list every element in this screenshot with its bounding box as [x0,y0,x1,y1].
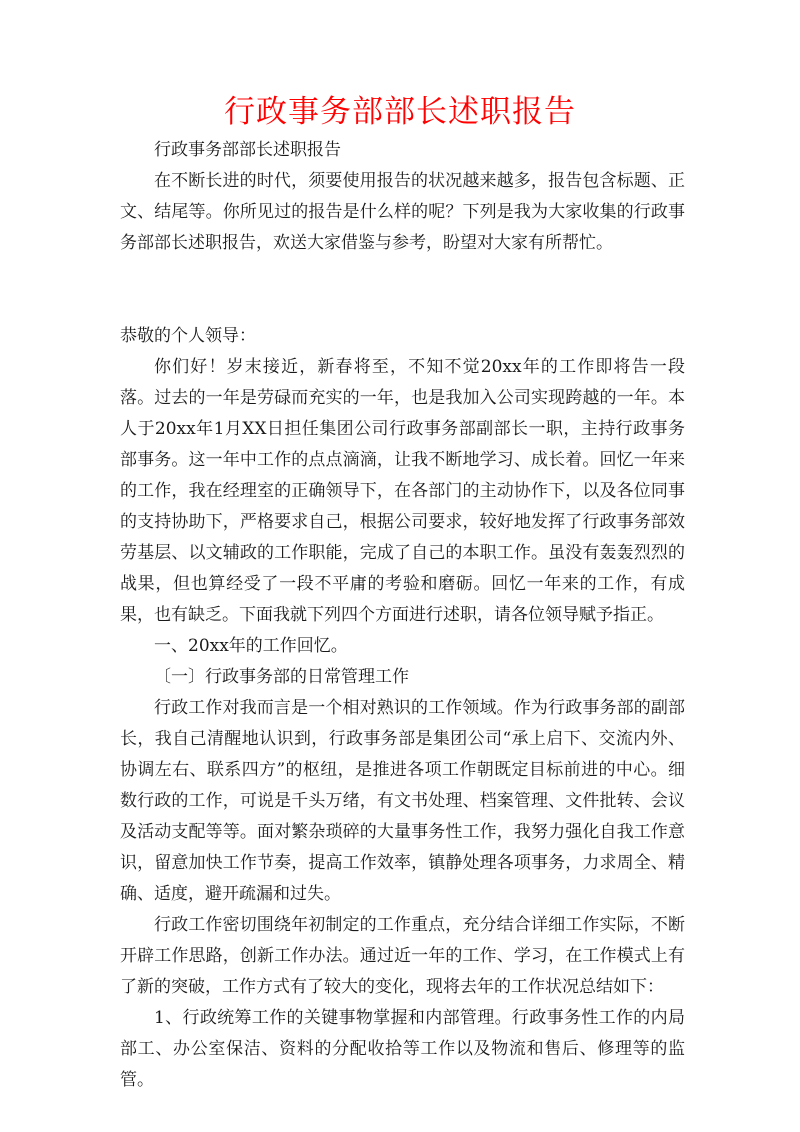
body-paragraph: 你们好！岁末接近，新春将至，不知不觉20xx年的工作即将告一段落。过去的一年是劳碌而充实的一年，也是我加入公司实现跨越的一年。本人于20xx年1月XX日担任集团公司行政事务部副部长一职，主持行政事务部事务。这一年中工作的点点滴滴，让我不断地学习、成长着。回忆一年来的工作，我在经理室的正确领导下，在各部门的主动协作下，以及各位同事的支持协助下，严格要求自己，根据公司要求，较好地发挥了行政事务部效劳基层、以文辅政的工作职能，完成了自己的本职工作。虽没有轰轰烈烈的战果，但也算经受了一段不平庸的考验和磨砺。回忆一年来的工作，有成果，也有缺乏。下面我就下列四个方面进行述职，请各位领导赋予指正。 [120,357,685,625]
body-paragraph: 行政工作密切围绕年初制定的工作重点，充分结合详细工作实际，不断开辟工作思路，创新工作办法。通过近一年的工作、学习，在工作模式上有了新的突破，工作方式有了较大的变化，现将去年的工作状况总结如下： [120,915,685,997]
section-heading: 一、20xx年的工作回忆。 [154,636,348,656]
body-paragraph: 行政工作对我而言是一个相对熟识的工作领域。作为行政事务部的副部长，我自己清醒地认识到，行政事务部是集团公司“承上启下、交流内外、协调左右、联系四方”的枢纽，是推进各项工作朝既定目标前进的中心。细数行政的工作，可说是千头万绪，有文书处理、档案管理、文件批转、会议及活动支配等等。面对繁杂琐碎的大量事务性工作，我努力强化自我工作意识，留意加快工作节奏，提高工作效率，镇静处理各项事务，力求周全、精确、适度，避开疏漏和过失。 [120,698,685,904]
document-body [120,135,685,1096]
list-item-paragraph: 1、行政统筹工作的关键事物掌握和内部管理。行政事务性工作的内局部工、办公室保洁、资料的分配收拾等工作以及物流和售后、修理等的监管。 [120,1008,685,1090]
subsection-heading: 〔一〕行政事务部的日常管理工作 [154,667,409,687]
subtitle-paragraph: 行政事务部部长述职报告 [154,140,341,160]
document-title: 行政事务部部长述职报告 [224,94,576,130]
salutation: 恭敬的个人领导： [120,326,256,346]
intro-paragraph: 在不断长进的时代，须要使用报告的状况越来越多，报告包含标题、正文、结尾等。你所见过的报告是什么样的呢？下列是我为大家收集的行政事务部部长述职报告，欢送大家借鉴与参考，盼望对大家有所帮忙。 [120,171,685,253]
blank-gap [120,259,685,321]
